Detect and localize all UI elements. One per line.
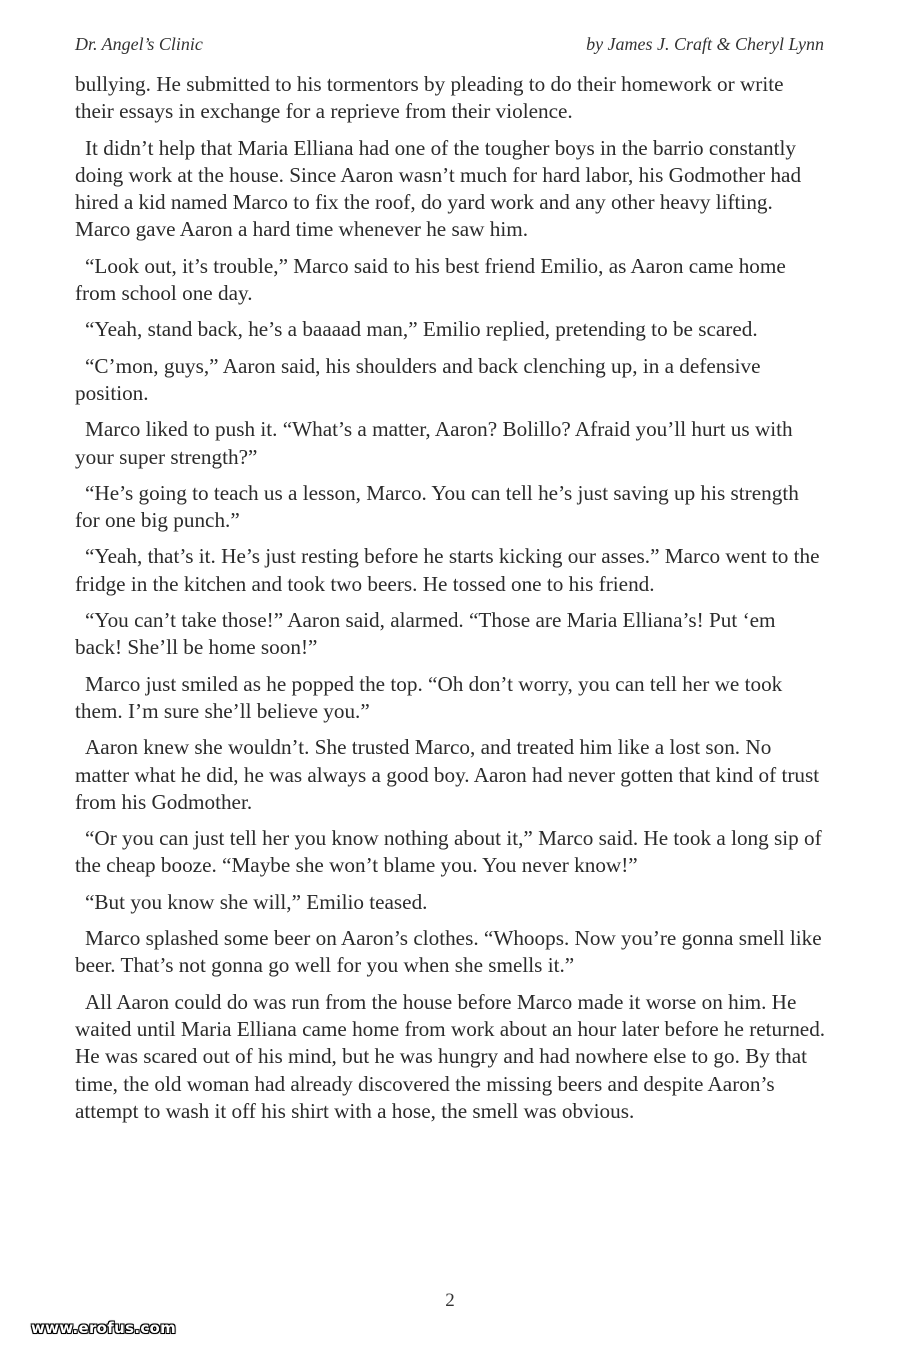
paragraph: Marco liked to push it. “What’s a matter, Aaron? Bolillo? Afraid you’ll hurt us with your super strength?”: [75, 417, 793, 469]
header-book-title: Dr. Angel’s Clinic: [75, 34, 203, 54]
page-number: 2: [445, 1290, 455, 1311]
paragraph: All Aaron could do was run from the house before Marco made it worse on him. He waited until Maria Elliana came home from work about an hour later before he returned. He was scared out of his mind, but he was hungry and had nowhere else to go. By that time, the old woman had already discovered the missing beers and despite Aaron’s attempt to wash it off his shirt with a hose, the smell was obvious.: [75, 989, 826, 1123]
paragraph: “Or you can just tell her you know nothing about it,” Marco said. He took a long sip of the cheap booze. “Maybe she won’t blame you. You never know!”: [75, 826, 822, 878]
header-authors: by James J. Craft & Cheryl Lynn: [586, 34, 824, 54]
paragraph: “But you know she will,” Emilio teased.: [85, 889, 428, 914]
paragraph: “C’mon, guys,” Aaron said, his shoulders and back clenching up, in a defensive position.: [75, 353, 761, 405]
paragraph: “He’s going to teach us a lesson, Marco. You can tell he’s just saving up his strength for one big punch.”: [75, 480, 799, 533]
watermark: www.erofus.com: [31, 1319, 177, 1337]
body-text: [75, 71, 827, 1134]
paragraph: Marco splashed some beer on Aaron’s clothes. “Whoops. Now you’re gonna smell like beer. That’s not gonna go well for you when she smells it.”: [75, 926, 822, 978]
paragraph: Marco just smiled as he popped the top. “Oh don’t worry, you can tell her we took them. I’m sure she’ll believe you.”: [75, 671, 783, 723]
paragraph: “Yeah, stand back, he’s a baaaad man,” Emilio replied, pretending to be scared.: [85, 317, 758, 342]
paragraph: Aaron knew she wouldn’t. She trusted Marco, and treated him like a lost son. No matter what he did, he was always a good boy. Aaron had never gotten that kind of trust from his Godmother.: [75, 735, 820, 814]
running-header: [75, 34, 824, 60]
paragraph: “You can’t take those!” Aaron said, alarmed. “Those are Maria Elliana’s! Put ‘em back! She’ll be home soon!”: [75, 608, 776, 660]
paragraph: “Yeah, that’s it. He’s just resting before he starts kicking our asses.” Marco went to the fridge in the kitchen and took two beers. He tossed one to his friend.: [75, 544, 820, 596]
paragraph: It didn’t help that Maria Elliana had one of the tougher boys in the barrio constantly doing work at the house. Since Aaron wasn’t much for hard labor, his Godmother had hired a kid named Marco to fix the roof, do yard work and any other heavy lifting. Marco gave Aaron a hard time whenever he saw him.: [75, 135, 802, 242]
paragraph: bullying. He submitted to his tormentors by pleading to do their homework or write their essays in exchange for a reprieve from their violence.: [75, 72, 784, 124]
paragraph: “Look out, it’s trouble,” Marco said to his best friend Emilio, as Aaron came home from school one day.: [75, 253, 786, 306]
